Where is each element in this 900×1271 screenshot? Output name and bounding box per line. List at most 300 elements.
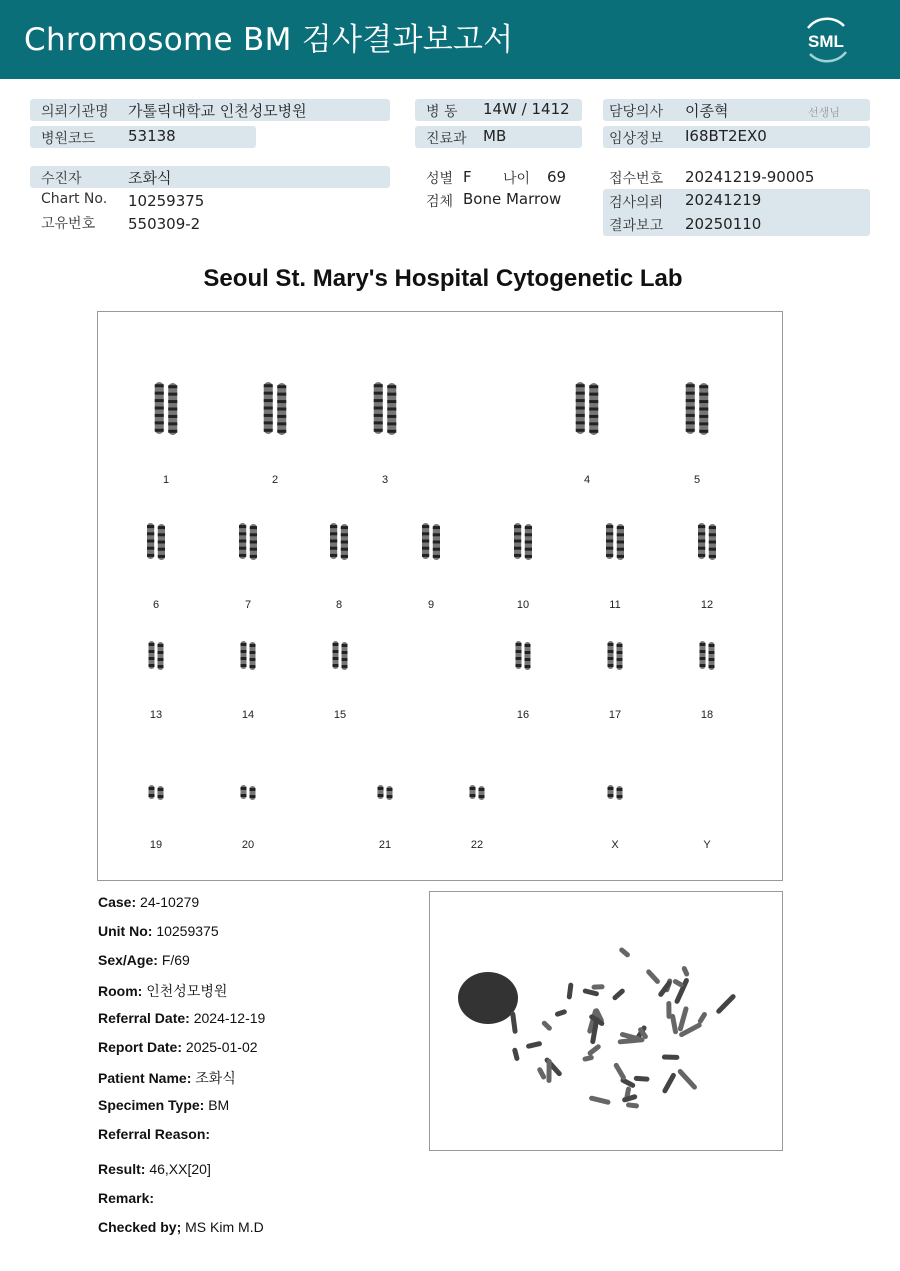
chromosome-band bbox=[241, 664, 247, 667]
chromosome-band bbox=[433, 548, 440, 551]
chromosome-band bbox=[422, 554, 429, 557]
chromosome-band bbox=[374, 384, 383, 387]
chromosome-band bbox=[158, 526, 165, 529]
chromosome-band bbox=[514, 525, 521, 528]
chromosome-band bbox=[700, 643, 706, 646]
chromosome-band bbox=[606, 540, 613, 543]
chromosome-band bbox=[433, 555, 440, 558]
chromosome-band bbox=[239, 547, 246, 550]
metaphase-chromosome bbox=[587, 1043, 602, 1056]
chromosome-band bbox=[387, 430, 396, 433]
chromosome-band bbox=[168, 400, 177, 403]
specimen-value: Bone Marrow bbox=[463, 190, 562, 208]
chromosome-band bbox=[149, 787, 155, 790]
chromosome-label-11: 11 bbox=[609, 599, 621, 611]
chromosome-band bbox=[387, 422, 396, 425]
chromosome-pair-1 bbox=[155, 382, 178, 486]
chromosome-band bbox=[576, 414, 585, 417]
metaphase-chromosome bbox=[526, 1041, 543, 1049]
chromosome-band bbox=[617, 526, 624, 529]
chromosome-label-7: 7 bbox=[244, 599, 252, 611]
chromosome-band bbox=[387, 393, 396, 396]
metaphase-chromosome bbox=[546, 1059, 551, 1083]
chromosome-band bbox=[617, 651, 623, 654]
chromosome-band bbox=[608, 650, 614, 653]
metaphase-chromosome bbox=[510, 1011, 518, 1034]
chromosome-band bbox=[516, 664, 522, 667]
reportdate-line: Report Date: 2025-01-02 bbox=[98, 1039, 258, 1055]
dept-value: MB bbox=[483, 127, 507, 145]
chromosome-band bbox=[686, 384, 695, 387]
metaphase-chromosome bbox=[512, 1047, 520, 1061]
chromosome-band bbox=[158, 555, 165, 558]
chromosome-band bbox=[330, 525, 337, 528]
chromosome-band bbox=[617, 658, 623, 661]
metaphase-chromosome bbox=[697, 1011, 708, 1024]
chromosome-band bbox=[606, 547, 613, 550]
chromosome-band bbox=[698, 532, 705, 535]
chromosome-band bbox=[422, 540, 429, 543]
chromosome-band bbox=[686, 399, 695, 402]
chromosome-band bbox=[617, 788, 623, 791]
chromosome-label-2: 2 bbox=[271, 474, 279, 486]
chromosome-label-4: 4 bbox=[583, 474, 591, 486]
metaphase-chromosome bbox=[541, 1020, 553, 1032]
chromosome-band bbox=[700, 657, 706, 660]
chromosome-band bbox=[341, 555, 348, 558]
chromosome-band bbox=[241, 787, 247, 790]
metaphase-chromosome bbox=[670, 1013, 679, 1034]
doctor-suffix: 선생님 bbox=[808, 106, 840, 119]
chromosome-band bbox=[158, 651, 164, 654]
chromosome-band bbox=[250, 651, 256, 654]
chromosome-band bbox=[387, 385, 396, 388]
chromosome-band bbox=[470, 794, 476, 797]
chromosome-band bbox=[516, 643, 522, 646]
chromosome-pair-8 bbox=[330, 523, 348, 611]
chromosome-band bbox=[709, 548, 716, 551]
chromosome-band bbox=[589, 400, 598, 403]
chromosome-band bbox=[699, 393, 708, 396]
chromosome-band bbox=[277, 422, 286, 425]
chromosome-band bbox=[264, 429, 273, 432]
chromosome-band bbox=[341, 533, 348, 536]
chromosome-band bbox=[422, 525, 429, 528]
chromosome-label-22: 22 bbox=[470, 839, 484, 851]
unique-label: 고유번호 bbox=[41, 216, 96, 232]
chromosome-band bbox=[700, 664, 706, 667]
chromosome-band bbox=[617, 795, 623, 798]
chromosome-band bbox=[342, 665, 348, 668]
metaphase-chromosome bbox=[634, 1076, 650, 1082]
result-line: Result: 46,XX[20] bbox=[98, 1161, 211, 1177]
chromosome-band bbox=[149, 650, 155, 653]
unique-value: 550309-2 bbox=[128, 215, 201, 233]
chromosome-band bbox=[699, 408, 708, 411]
chromosome-band bbox=[147, 525, 154, 528]
chromosome-pair-2 bbox=[264, 382, 287, 486]
chromosome-band bbox=[330, 540, 337, 543]
chromosome-band bbox=[422, 532, 429, 535]
chromosome-band bbox=[470, 787, 476, 790]
chromosome-band bbox=[709, 533, 716, 536]
chromosome-band bbox=[342, 644, 348, 647]
chromosome-pair-15 bbox=[333, 641, 348, 721]
room-line: Room: 인천성모병원 bbox=[98, 983, 228, 999]
chromosome-band bbox=[342, 658, 348, 661]
chromosome-band bbox=[239, 554, 246, 557]
chromosome-band bbox=[250, 795, 256, 798]
age-label: 나이 bbox=[503, 171, 531, 187]
chromosome-band bbox=[155, 392, 164, 395]
chromosome-band bbox=[250, 658, 256, 661]
institution-label: 의뢰기관명 bbox=[41, 104, 109, 120]
chromosome-label-21: 21 bbox=[378, 839, 392, 851]
chromosome-band bbox=[709, 651, 715, 654]
chromosome-pair-4 bbox=[576, 382, 599, 486]
chromosome-pair-9 bbox=[422, 523, 440, 611]
chromosome-band bbox=[686, 421, 695, 424]
chromosome-band bbox=[158, 665, 164, 668]
chromosome-band bbox=[576, 429, 585, 432]
chromosome-band bbox=[250, 555, 257, 558]
chromosome-band bbox=[147, 547, 154, 550]
metaphase-chromosome bbox=[677, 1006, 689, 1032]
chromosome-band bbox=[330, 547, 337, 550]
chromosome-band bbox=[330, 554, 337, 557]
chromosome-band bbox=[241, 657, 247, 660]
chromosome-band bbox=[168, 422, 177, 425]
chromosome-band bbox=[709, 644, 715, 647]
chromosome-band bbox=[387, 400, 396, 403]
chromosome-band bbox=[698, 554, 705, 557]
chromosome-pair-14 bbox=[241, 641, 256, 721]
chromosome-band bbox=[158, 533, 165, 536]
metaphase-spread bbox=[430, 892, 784, 1152]
chromosome-band bbox=[525, 548, 532, 551]
sml-logo bbox=[798, 12, 854, 68]
chromosome-band bbox=[514, 554, 521, 557]
chromosome-band bbox=[709, 658, 715, 661]
chromosome-band bbox=[606, 532, 613, 535]
chromosome-band bbox=[264, 407, 273, 410]
chromosome-label-10: 10 bbox=[516, 599, 530, 611]
chromosome-band bbox=[250, 644, 256, 647]
chromosome-band bbox=[698, 525, 705, 528]
chromosome-band bbox=[589, 430, 598, 433]
clinical-value: I68BT2EX0 bbox=[685, 127, 767, 145]
chromosome-pair-7 bbox=[239, 523, 257, 611]
chromosome-band bbox=[158, 795, 164, 798]
chromosome-band bbox=[589, 415, 598, 418]
chromosome-band bbox=[589, 393, 598, 396]
chromosome-band bbox=[516, 650, 522, 653]
chromosome-band bbox=[158, 548, 165, 551]
chromosome-band bbox=[709, 541, 716, 544]
metaphase-chromosome bbox=[645, 968, 661, 985]
metaphase-chromosome bbox=[672, 978, 685, 988]
metaphase-chromosome bbox=[662, 1072, 677, 1094]
reason-line: Referral Reason: bbox=[98, 1126, 211, 1142]
chromosome-band bbox=[250, 665, 256, 668]
chromosome-band bbox=[387, 788, 393, 791]
chromosome-label-13: 13 bbox=[149, 709, 163, 721]
karyotype-image bbox=[97, 311, 783, 881]
chromosome-band bbox=[433, 526, 440, 529]
chromosome-band bbox=[168, 430, 177, 433]
patient-pill bbox=[30, 166, 390, 188]
chromosome-band bbox=[617, 548, 624, 551]
metaphase-chromosome bbox=[681, 965, 690, 977]
chromosome-band bbox=[155, 407, 164, 410]
report-value: 20250110 bbox=[685, 215, 762, 233]
chromosome-band bbox=[617, 644, 623, 647]
chromosome-band bbox=[699, 385, 708, 388]
chromosome-label-18: 18 bbox=[700, 709, 714, 721]
chromosome-band bbox=[149, 657, 155, 660]
metaphase-chromosome bbox=[677, 1068, 698, 1091]
chromosome-band bbox=[699, 430, 708, 433]
metaphase-chromosome bbox=[662, 1054, 680, 1059]
sexage-line: Sex/Age: F/69 bbox=[98, 952, 190, 968]
doctor-value: 이종혁 bbox=[685, 102, 729, 120]
chromosome-band bbox=[525, 651, 531, 654]
metaphase-chromosome bbox=[582, 1055, 594, 1062]
chromosome-band bbox=[333, 643, 339, 646]
chromosome-band bbox=[168, 385, 177, 388]
remark-line: Remark: bbox=[98, 1190, 155, 1206]
chromosome-band bbox=[277, 415, 286, 418]
chromosome-label-14: 14 bbox=[241, 709, 255, 721]
chromosome-band bbox=[525, 665, 531, 668]
chromosome-pair-5 bbox=[686, 382, 709, 486]
chromosome-band bbox=[699, 415, 708, 418]
chromosome-band bbox=[333, 664, 339, 667]
chromosome-band bbox=[374, 421, 383, 424]
chromosome-band bbox=[374, 429, 383, 432]
chromosome-label-3: 3 bbox=[381, 474, 389, 486]
chromosome-label-6: 6 bbox=[152, 599, 160, 611]
chart-label: Chart No. bbox=[41, 191, 108, 207]
chromosome-band bbox=[341, 548, 348, 551]
chromosome-label-16: 16 bbox=[516, 709, 530, 721]
hospital-code-value: 53138 bbox=[128, 127, 176, 145]
metaphase-chromosome bbox=[618, 946, 631, 958]
chromosome-band bbox=[525, 644, 531, 647]
metaphase-chromosome bbox=[591, 984, 604, 990]
chromosome-band bbox=[147, 554, 154, 557]
chromosome-pair-12 bbox=[698, 523, 716, 611]
chromosome-band bbox=[387, 415, 396, 418]
ward-value: 14W / 1412 bbox=[483, 100, 570, 118]
chromosome-pair-16 bbox=[516, 641, 531, 721]
chromosome-pair-22 bbox=[470, 785, 485, 851]
chromosome-band bbox=[374, 392, 383, 395]
chromosome-pair-21 bbox=[378, 785, 393, 851]
chromosome-band bbox=[147, 532, 154, 535]
metaphase-chromosome bbox=[613, 1062, 627, 1081]
chromosome-label-12: 12 bbox=[700, 599, 714, 611]
chromosome-band bbox=[699, 422, 708, 425]
chromosome-band bbox=[589, 408, 598, 411]
chromosome-band bbox=[264, 414, 273, 417]
chromosome-band bbox=[250, 526, 257, 529]
chromosome-band bbox=[374, 414, 383, 417]
receipt-value: 20241219-90005 bbox=[685, 168, 815, 186]
chromosome-band bbox=[698, 547, 705, 550]
chromosome-band bbox=[155, 399, 164, 402]
chromosome-band bbox=[709, 526, 716, 529]
chromosome-band bbox=[250, 548, 257, 551]
chromosome-band bbox=[277, 400, 286, 403]
chromosome-band bbox=[479, 795, 485, 798]
chromosome-band bbox=[387, 408, 396, 411]
specimen-label: 검체 bbox=[426, 194, 454, 210]
chromosome-band bbox=[686, 414, 695, 417]
chromosome-band bbox=[155, 421, 164, 424]
chromosome-band bbox=[264, 392, 273, 395]
clinical-label: 임상정보 bbox=[609, 131, 664, 147]
chromosome-pair-19 bbox=[149, 785, 164, 851]
chromosome-band bbox=[617, 665, 623, 668]
metaphase-chromosome bbox=[715, 993, 736, 1015]
chromosome-band bbox=[277, 408, 286, 411]
chromosome-band bbox=[250, 788, 256, 791]
chromosome-pair-18 bbox=[700, 641, 715, 721]
chromosome-band bbox=[149, 664, 155, 667]
chromosome-band bbox=[606, 525, 613, 528]
lab-title: Seoul St. Mary's Hospital Cytogenetic Lab bbox=[203, 265, 683, 292]
chart-value: 10259375 bbox=[128, 192, 205, 210]
metaphase-chromosome bbox=[611, 988, 625, 1002]
chromosome-band bbox=[158, 788, 164, 791]
chromosome-band bbox=[149, 643, 155, 646]
chromosome-band bbox=[158, 658, 164, 661]
chromosome-pair-6 bbox=[147, 523, 165, 611]
chromosome-band bbox=[241, 643, 247, 646]
chromosome-band bbox=[617, 533, 624, 536]
chromosome-band bbox=[699, 400, 708, 403]
chromosome-label-17: 17 bbox=[608, 709, 622, 721]
chromosome-pair-X bbox=[608, 785, 623, 851]
chromosome-band bbox=[576, 421, 585, 424]
chromosome-band bbox=[277, 385, 286, 388]
dept-label: 진료과 bbox=[426, 131, 467, 147]
chromosome-label-19: 19 bbox=[149, 839, 163, 851]
chromosome-band bbox=[700, 650, 706, 653]
chromosome-band bbox=[387, 795, 393, 798]
metaphase-chromosome bbox=[554, 1009, 567, 1018]
chromosome-label-Y: Y bbox=[703, 839, 711, 851]
chromosome-band bbox=[686, 407, 695, 410]
chromosome-band bbox=[342, 651, 348, 654]
chromosome-band bbox=[239, 532, 246, 535]
chromosome-pair-11 bbox=[606, 523, 624, 611]
chromosome-band bbox=[264, 384, 273, 387]
chromosome-label-9: 9 bbox=[427, 599, 435, 611]
chromosome-band bbox=[709, 555, 716, 558]
chromosome-band bbox=[576, 384, 585, 387]
chromosome-band bbox=[374, 399, 383, 402]
metaphase-chromosome bbox=[589, 1095, 611, 1105]
chromosome-band bbox=[608, 664, 614, 667]
chromosome-label-15: 15 bbox=[333, 709, 347, 721]
metaphase-image bbox=[429, 891, 783, 1151]
chromosome-pair-17 bbox=[608, 641, 623, 721]
chromosome-band bbox=[686, 429, 695, 432]
chromosome-band bbox=[525, 658, 531, 661]
chromosome-band bbox=[239, 540, 246, 543]
chromosome-band bbox=[239, 525, 246, 528]
sex-label: 성별 bbox=[426, 171, 454, 187]
chromosome-pair-3 bbox=[374, 382, 397, 486]
metaphase-chromosome bbox=[567, 982, 574, 999]
request-value: 20241219 bbox=[685, 191, 762, 209]
chromosome-band bbox=[606, 554, 613, 557]
chromosome-band bbox=[158, 541, 165, 544]
chromosome-band bbox=[149, 794, 155, 797]
spec-line: Specimen Type: BM bbox=[98, 1097, 230, 1113]
chromosome-pair-20 bbox=[241, 785, 256, 851]
chromosome-band bbox=[576, 399, 585, 402]
receipt-label: 접수번호 bbox=[609, 171, 664, 187]
chromosome-band bbox=[433, 541, 440, 544]
chromosome-band bbox=[422, 547, 429, 550]
request-label: 검사의뢰 bbox=[609, 195, 664, 211]
report-title: Chromosome BM 검사결과보고서 bbox=[24, 22, 514, 58]
chromosome-band bbox=[277, 430, 286, 433]
chromosome-band bbox=[168, 408, 177, 411]
chromosome-band bbox=[525, 541, 532, 544]
chromosome-band bbox=[589, 422, 598, 425]
metaphase-chromosome bbox=[536, 1066, 547, 1080]
report-label: 결과보고 bbox=[609, 218, 664, 234]
svg-text:SML: SML bbox=[808, 32, 844, 51]
chromosome-band bbox=[525, 533, 532, 536]
patient-value: 조화식 bbox=[128, 169, 172, 187]
institution-value: 가톨릭대학교 인천성모병원 bbox=[128, 102, 307, 120]
chromosome-band bbox=[709, 665, 715, 668]
chromosome-band bbox=[250, 533, 257, 536]
chromosome-band bbox=[608, 657, 614, 660]
chromosome-band bbox=[155, 384, 164, 387]
chromosome-band bbox=[264, 399, 273, 402]
chromosome-band bbox=[147, 540, 154, 543]
sex-value: F bbox=[463, 168, 472, 186]
chromosome-band bbox=[168, 415, 177, 418]
chromosome-band bbox=[698, 540, 705, 543]
doctor-label: 담당의사 bbox=[609, 104, 664, 120]
chromosome-band bbox=[479, 788, 485, 791]
chromosome-band bbox=[168, 393, 177, 396]
chromosome-band bbox=[433, 533, 440, 536]
metaphase-chromosome bbox=[544, 1057, 563, 1078]
chromosome-band bbox=[617, 541, 624, 544]
chromosome-band bbox=[277, 393, 286, 396]
checked-line: Checked by; MS Kim M.D bbox=[98, 1219, 264, 1235]
chromosome-band bbox=[576, 407, 585, 410]
chromosome-pair-Y bbox=[703, 839, 711, 851]
chromosome-band bbox=[333, 657, 339, 660]
chromosome-band bbox=[378, 794, 384, 797]
case-line: Case: 24-10279 bbox=[98, 894, 200, 910]
chromosome-band bbox=[617, 555, 624, 558]
chromosome-band bbox=[341, 541, 348, 544]
chromosome-pair-13 bbox=[149, 641, 164, 721]
chromosome-label-5: 5 bbox=[693, 474, 701, 486]
chromosome-label-1: 1 bbox=[162, 474, 170, 486]
chromosome-band bbox=[525, 526, 532, 529]
